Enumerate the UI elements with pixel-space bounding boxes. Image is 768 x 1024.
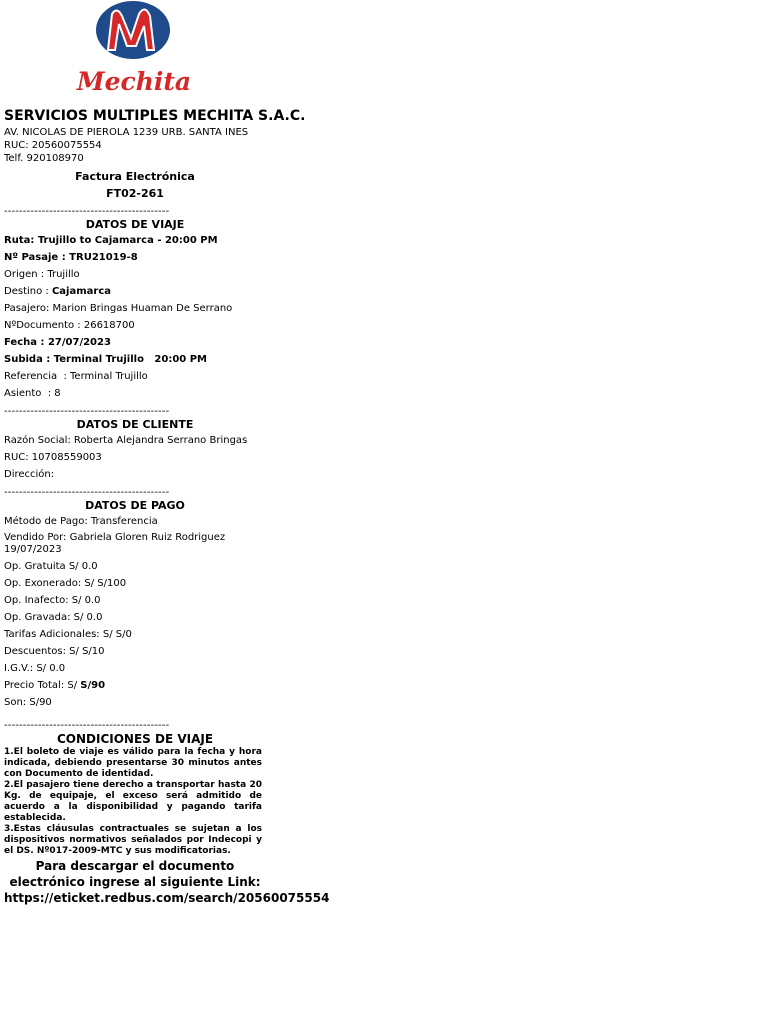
condition-item: 2.El pasajero tiene derecho a transportar hasta 20 Kg. de equipaje, el exceso será admitido de acuerdo a la disponibilidad y pagando tarifa establecida.	[4, 780, 262, 823]
trip-destination-label: Destino :	[4, 286, 52, 297]
payment-total-value: S/90	[80, 680, 106, 691]
download-link[interactable]: https://eticket.redbus.com/search/20560075554	[4, 891, 330, 905]
document-number: FT02-261	[106, 187, 164, 200]
payment-son: Son: S/90	[4, 697, 52, 708]
trip-boarding: Subida : Terminal Trujillo 20:00 PM	[4, 354, 207, 365]
payment-op-taxed: Op. Gravada: S/ 0.0	[4, 612, 103, 623]
payment-op-free: Op. Gratuita S/ 0.0	[4, 561, 98, 572]
condition-item: 1.El boleto de viaje es válido para la fecha y hora indicada, debiendo presentarse 30 minutos antes con Documento de identidad.	[4, 747, 262, 779]
trip-passenger: Pasajero: Marion Bringas Huaman De Serrano	[4, 303, 233, 314]
payment-section-title: DATOS DE PAGO	[85, 499, 185, 512]
client-ruc: RUC: 10708559003	[4, 452, 102, 463]
company-phone: Telf. 920108970	[4, 153, 84, 164]
document-type: Factura Electrónica	[75, 170, 195, 183]
trip-reference: Referencia : Terminal Trujillo	[4, 371, 148, 382]
payment-additional-fees: Tarifas Adicionales: S/ S/0	[4, 629, 132, 640]
trip-section-title: DATOS DE VIAJE	[85, 218, 185, 231]
payment-igv: I.G.V.: S/ 0.0	[4, 663, 66, 674]
trip-document-number: NºDocumento : 26618700	[4, 320, 135, 331]
company-logo	[4, 0, 258, 98]
trip-ticket-number: Nº Pasaje : TRU21019-8	[4, 252, 138, 263]
trip-destination-value: Cajamarca	[51, 286, 111, 297]
payment-op-exonerated: Op. Exonerado: S/ S/100	[4, 578, 127, 589]
trip-route: Ruta: Trujillo to Cajamarca - 20:00 PM	[4, 235, 218, 246]
client-business-name: Razón Social: Roberta Alejandra Serrano Bringas	[4, 435, 248, 446]
separator: --------------------------------------------	[4, 206, 170, 217]
payment-op-unaffected: Op. Inafecto: S/ 0.0	[4, 595, 101, 606]
payment-method: Método de Pago: Transferencia	[4, 516, 158, 527]
condition-item: 3.Estas cláusulas contractuales se sujetan a los dispositivos normativos señalados por Indecopi y el DS. Nº017-2009-MTC y sus modificatorias.	[4, 824, 262, 856]
company-name: SERVICIOS MULTIPLES MECHITA S.A.C.	[4, 108, 306, 124]
payment-sold-by: Vendido Por: Gabriela Gloren Ruiz Rodriguez	[4, 532, 226, 543]
trip-date: Fecha : 27/07/2023	[4, 337, 111, 348]
download-instructions: Para descargar el documento electrónico ingrese al siguiente Link:	[9, 859, 261, 889]
trip-origin-value: Trujillo	[47, 269, 80, 280]
client-section-title: DATOS DE CLIENTE	[76, 418, 194, 431]
separator: --------------------------------------------	[4, 720, 170, 731]
conditions-title: CONDICIONES DE VIAJE	[56, 732, 214, 746]
company-ruc: RUC: 20560075554	[4, 140, 102, 151]
trip-destination	[4, 283, 266, 300]
client-address: Dirección:	[4, 469, 55, 480]
ticket	[4, 0, 330, 906]
payment-total-label: Precio Total: S/	[4, 680, 81, 691]
trip-seat: Asiento : 8	[4, 388, 61, 399]
svg-text:Mechita: Mechita	[76, 67, 192, 96]
company-address: AV. NICOLAS DE PIEROLA 1239 URB. SANTA INES	[4, 127, 249, 138]
separator: --------------------------------------------	[4, 487, 170, 498]
payment-discounts: Descuentos: S/ S/10	[4, 646, 105, 657]
mechita-logo-icon	[76, 0, 192, 98]
payment-sold-date: 19/07/2023	[4, 544, 62, 555]
trip-origin	[4, 266, 266, 283]
trip-origin-label: Origen :	[4, 269, 48, 280]
payment-total	[4, 677, 266, 694]
separator: --------------------------------------------	[4, 406, 170, 417]
